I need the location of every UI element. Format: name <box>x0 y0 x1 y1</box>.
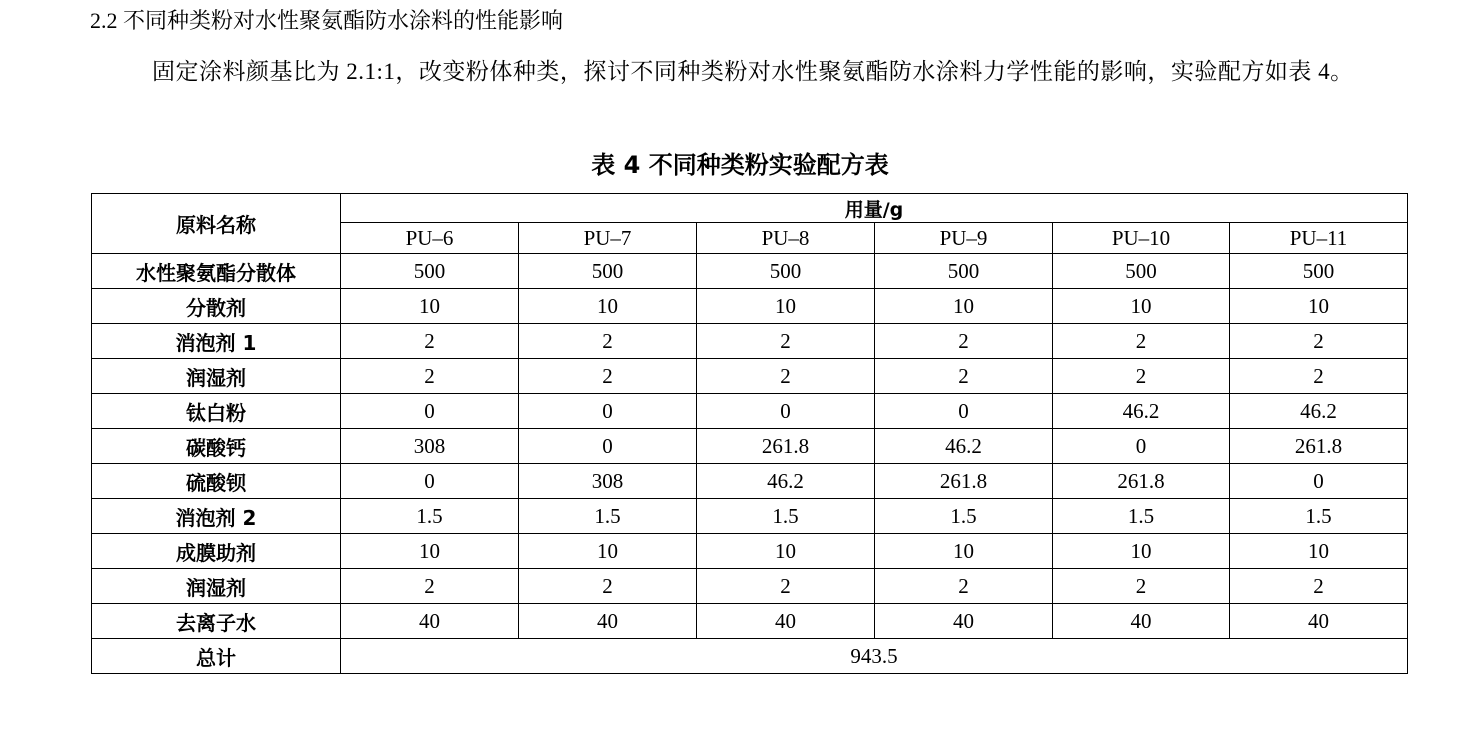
column-header: PU–10 <box>1053 223 1230 254</box>
dosage-cell: 1.5 <box>697 499 875 534</box>
table-row <box>92 324 1408 359</box>
dosage-cell: 40 <box>697 604 875 639</box>
ingredient-name: 消泡剂 1 <box>92 324 341 359</box>
ingredient-name: 消泡剂 2 <box>92 499 341 534</box>
ingredient-name: 润湿剂 <box>92 359 341 394</box>
dosage-cell: 261.8 <box>1053 464 1230 499</box>
dosage-cell: 1.5 <box>341 499 519 534</box>
ingredient-name: 去离子水 <box>92 604 341 639</box>
dosage-cell: 0 <box>519 394 697 429</box>
column-header: PU–7 <box>519 223 697 254</box>
ingredient-name: 硫酸钡 <box>92 464 341 499</box>
dosage-cell: 10 <box>519 289 697 324</box>
total-label: 总计 <box>92 639 341 674</box>
dosage-cell: 46.2 <box>1230 394 1408 429</box>
table-row <box>92 604 1408 639</box>
total-row <box>92 639 1408 674</box>
table-caption: 表 4 不同种类粉实验配方表 <box>591 151 889 179</box>
dosage-cell: 2 <box>875 359 1053 394</box>
column-header: PU–9 <box>875 223 1053 254</box>
dosage-cell: 261.8 <box>875 464 1053 499</box>
ingredient-name: 分散剂 <box>92 289 341 324</box>
ingredient-name: 水性聚氨酯分散体 <box>92 254 341 289</box>
dosage-cell: 2 <box>519 324 697 359</box>
dosage-cell: 2 <box>697 359 875 394</box>
dosage-cell: 500 <box>697 254 875 289</box>
dosage-group-header: 用量/g <box>341 194 1408 223</box>
column-header: PU–6 <box>341 223 519 254</box>
dosage-cell: 2 <box>1053 359 1230 394</box>
dosage-cell: 1.5 <box>1053 499 1230 534</box>
dosage-cell: 0 <box>341 394 519 429</box>
table-row <box>92 569 1408 604</box>
dosage-cell: 10 <box>1053 289 1230 324</box>
table-row <box>92 289 1408 324</box>
table-header-row <box>92 194 1408 223</box>
dosage-cell: 2 <box>1230 359 1408 394</box>
dosage-cell: 2 <box>341 359 519 394</box>
table-row <box>92 464 1408 499</box>
dosage-cell: 0 <box>875 394 1053 429</box>
dosage-cell: 10 <box>1230 289 1408 324</box>
dosage-cell: 2 <box>341 569 519 604</box>
dosage-cell: 500 <box>1053 254 1230 289</box>
dosage-cell: 2 <box>697 569 875 604</box>
dosage-cell: 2 <box>341 324 519 359</box>
dosage-cell: 10 <box>875 289 1053 324</box>
section-heading: 2.2 不同种类粉对水性聚氨酯防水涂料的性能影响 <box>90 8 564 33</box>
dosage-cell: 40 <box>1230 604 1408 639</box>
dosage-cell: 0 <box>1230 464 1408 499</box>
dosage-cell: 40 <box>341 604 519 639</box>
corner-header: 原料名称 <box>92 194 341 254</box>
dosage-cell: 2 <box>1053 569 1230 604</box>
dosage-cell: 2 <box>1053 324 1230 359</box>
dosage-cell: 10 <box>341 289 519 324</box>
dosage-cell: 1.5 <box>875 499 1053 534</box>
dosage-cell: 261.8 <box>697 429 875 464</box>
dosage-cell: 40 <box>1053 604 1230 639</box>
ingredient-name: 成膜助剂 <box>92 534 341 569</box>
dosage-cell: 10 <box>1230 534 1408 569</box>
ingredient-name: 碳酸钙 <box>92 429 341 464</box>
dosage-cell: 40 <box>875 604 1053 639</box>
body-paragraph: 固定涂料颜基比为 2.1:1，改变粉体种类，探讨不同种类粉对水性聚氨酯防水涂料力学性能的影响，实验配方如表 4。 <box>152 59 1354 84</box>
dosage-cell: 500 <box>519 254 697 289</box>
dosage-cell: 10 <box>697 289 875 324</box>
dosage-cell: 0 <box>1053 429 1230 464</box>
table-row <box>92 254 1408 289</box>
dosage-cell: 2 <box>697 324 875 359</box>
dosage-cell: 500 <box>1230 254 1408 289</box>
table-row <box>92 394 1408 429</box>
column-header: PU–11 <box>1230 223 1408 254</box>
dosage-cell: 46.2 <box>875 429 1053 464</box>
dosage-cell: 40 <box>519 604 697 639</box>
ingredient-name: 润湿剂 <box>92 569 341 604</box>
table-row <box>92 534 1408 569</box>
dosage-cell: 10 <box>1053 534 1230 569</box>
dosage-cell: 46.2 <box>697 464 875 499</box>
dosage-cell: 10 <box>697 534 875 569</box>
ingredient-name: 钛白粉 <box>92 394 341 429</box>
dosage-cell: 2 <box>519 359 697 394</box>
dosage-cell: 2 <box>875 324 1053 359</box>
dosage-cell: 2 <box>1230 324 1408 359</box>
total-value: 943.5 <box>341 639 1408 674</box>
dosage-cell: 0 <box>341 464 519 499</box>
dosage-cell: 0 <box>519 429 697 464</box>
dosage-cell: 0 <box>697 394 875 429</box>
column-header: PU–8 <box>697 223 875 254</box>
table-row <box>92 359 1408 394</box>
dosage-cell: 1.5 <box>519 499 697 534</box>
dosage-cell: 308 <box>519 464 697 499</box>
dosage-cell: 2 <box>519 569 697 604</box>
dosage-cell: 261.8 <box>1230 429 1408 464</box>
recipe-table <box>91 193 1408 674</box>
dosage-cell: 46.2 <box>1053 394 1230 429</box>
dosage-cell: 308 <box>341 429 519 464</box>
dosage-cell: 500 <box>341 254 519 289</box>
dosage-cell: 10 <box>875 534 1053 569</box>
dosage-cell: 10 <box>341 534 519 569</box>
dosage-cell: 500 <box>875 254 1053 289</box>
table-row <box>92 429 1408 464</box>
dosage-cell: 10 <box>519 534 697 569</box>
table-row <box>92 499 1408 534</box>
dosage-cell: 2 <box>875 569 1053 604</box>
dosage-cell: 2 <box>1230 569 1408 604</box>
dosage-cell: 1.5 <box>1230 499 1408 534</box>
